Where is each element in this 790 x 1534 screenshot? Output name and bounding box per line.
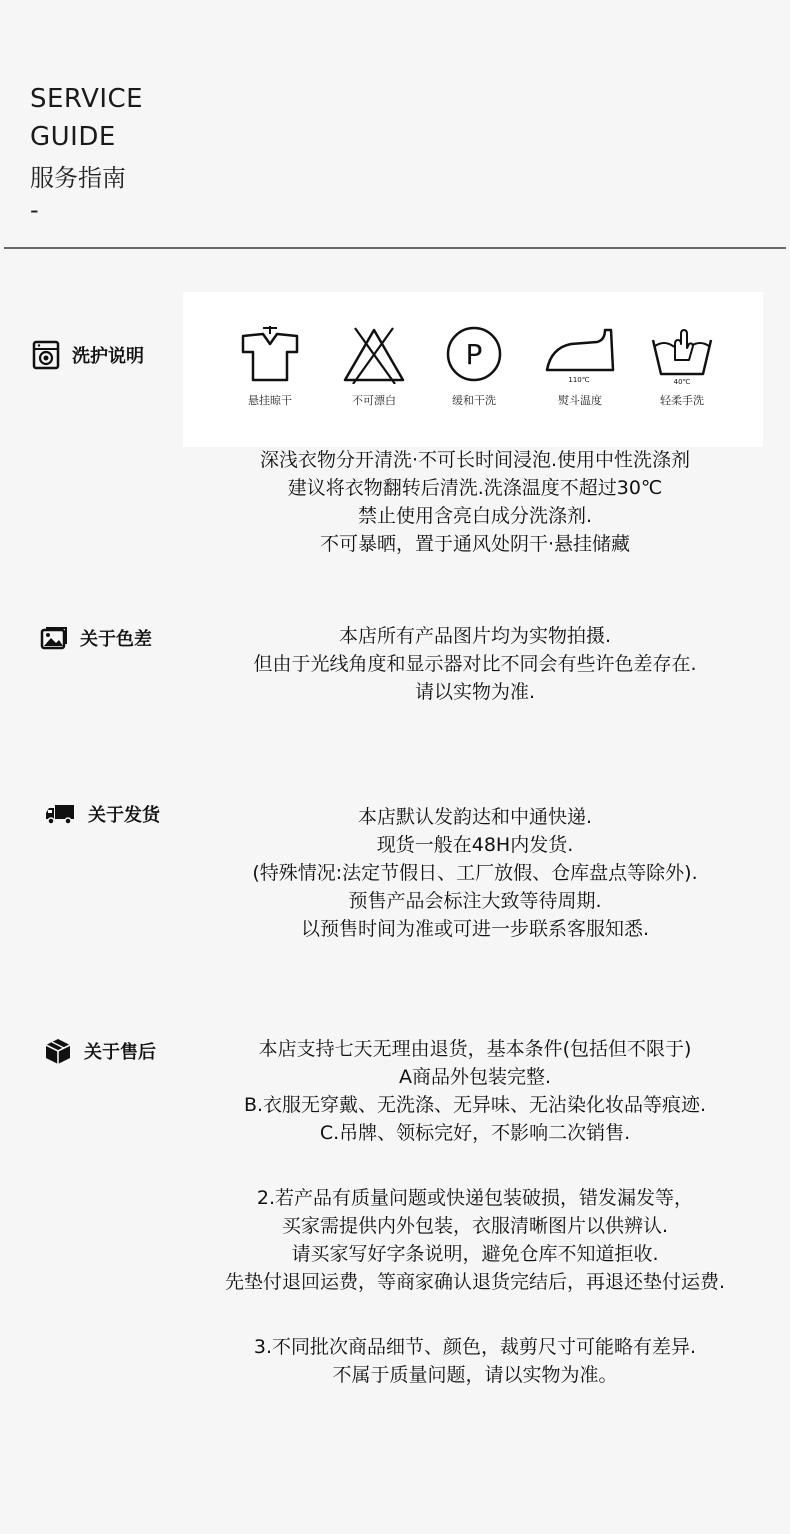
title-cn: 服务指南 [30, 164, 126, 192]
aftersale-block-2 [190, 1184, 760, 1296]
aftersale-block-3 [190, 1333, 760, 1389]
aftersale-line: 先垫付退回运费，等商家确认退货完结后，再退还垫付运费. [224, 1271, 726, 1293]
iron-temp-mark: 110℃ [568, 376, 590, 384]
aftersale-label-text: 关于售后 [84, 1042, 156, 1063]
care-caption: 轻柔手洗 [660, 394, 704, 407]
color-difference-text [190, 622, 760, 706]
care-line: 禁止使用含亮白成分洗涤剂. [357, 505, 593, 527]
shipping-line: (特殊情况:法定节假日、工厂放假、仓库盘点等除外). [252, 862, 698, 884]
dry-clean-p-icon [429, 322, 519, 384]
no-bleach-icon [329, 322, 419, 384]
care-caption: 熨斗温度 [558, 394, 602, 407]
care-symbol-hand-wash [637, 322, 727, 408]
care-line: 深浅衣物分开清洗·不可长时间浸泡.使用中性洗涤剂 [259, 449, 691, 471]
aftersale-line: 请买家写好字条说明，避免仓库不知道拒收. [291, 1243, 659, 1265]
section-label-color [40, 625, 152, 651]
aftersale-line: C.吊牌、领标完好，不影响二次销售. [319, 1122, 631, 1144]
service-guide-header [30, 80, 143, 222]
shipping-line: 现货一般在48H内发货. [376, 834, 574, 856]
aftersale-line: 2.若产品有质量问题或快递包装破损，错发漏发等， [256, 1187, 694, 1209]
hand-wash-icon [637, 322, 727, 384]
care-symbols-panel [183, 292, 763, 447]
washing-machine-icon [32, 340, 60, 370]
color-line: 本店所有产品图片均为实物拍摄. [338, 625, 612, 647]
care-caption: 悬挂晾干 [248, 394, 292, 407]
shipping-line: 以预售时间为准或可进一步联系客服知悉. [300, 918, 650, 940]
section-label-care [32, 340, 144, 370]
truck-icon [44, 802, 76, 826]
shipping-line: 本店默认发韵达和中通快递. [357, 806, 593, 828]
care-line: 建议将衣物翻转后清洗.洗涤温度不超过30℃ [287, 477, 663, 499]
aftersale-line: 不属于质量问题，请以实物为准。 [332, 1364, 618, 1386]
shipping-text [190, 803, 760, 943]
care-caption: 不可漂白 [352, 394, 396, 407]
care-symbol-no-bleach [329, 322, 419, 408]
header-divider [4, 247, 786, 249]
aftersale-line: B.衣服无穿戴、无洗涤、无异味、无沾染化妆品等痕迹. [243, 1094, 707, 1116]
aftersale-line: 3.不同批次商品细节、颜色，裁剪尺寸可能略有差异. [253, 1336, 697, 1358]
color-line: 但由于光线角度和显示器对比不同会有些许色差存在. [253, 653, 697, 675]
aftersale-block-1 [190, 1035, 760, 1147]
color-line: 请以实物为准. [414, 681, 536, 703]
care-line: 不可暴晒，置于通风处阴干·悬挂储藏 [319, 533, 631, 555]
section-label-shipping [44, 801, 160, 827]
care-symbol-dry-clean [429, 322, 519, 408]
photo-icon [40, 626, 68, 650]
care-label-text: 洗护说明 [72, 346, 144, 367]
shipping-line: 预售产品会标注大致等待周期. [348, 890, 602, 912]
color-label-text: 关于色差 [80, 629, 152, 650]
section-label-aftersale [44, 1037, 156, 1065]
aftersale-line: 买家需提供内外包装，衣服清晰图片以供辨认. [281, 1215, 669, 1237]
package-icon [44, 1037, 72, 1065]
aftersale-line: A商品外包装完整. [398, 1066, 552, 1088]
hang-dry-icon [225, 322, 315, 384]
care-symbol-hang-dry [225, 322, 315, 408]
hand-wash-temp-mark: 40℃ [673, 378, 691, 384]
shipping-label-text: 关于发货 [88, 805, 160, 826]
iron-icon [535, 322, 625, 384]
title-en-line2: GUIDE [30, 122, 116, 152]
care-instructions [190, 446, 760, 558]
title-dash: - [30, 196, 39, 224]
title-en-line1: SERVICE [30, 84, 144, 114]
care-caption: 缓和干洗 [452, 394, 496, 407]
care-symbol-iron [535, 322, 625, 408]
aftersale-line: 本店支持七天无理由退货，基本条件(包括但不限于) [258, 1038, 692, 1060]
dry-clean-mark: P [465, 338, 483, 371]
